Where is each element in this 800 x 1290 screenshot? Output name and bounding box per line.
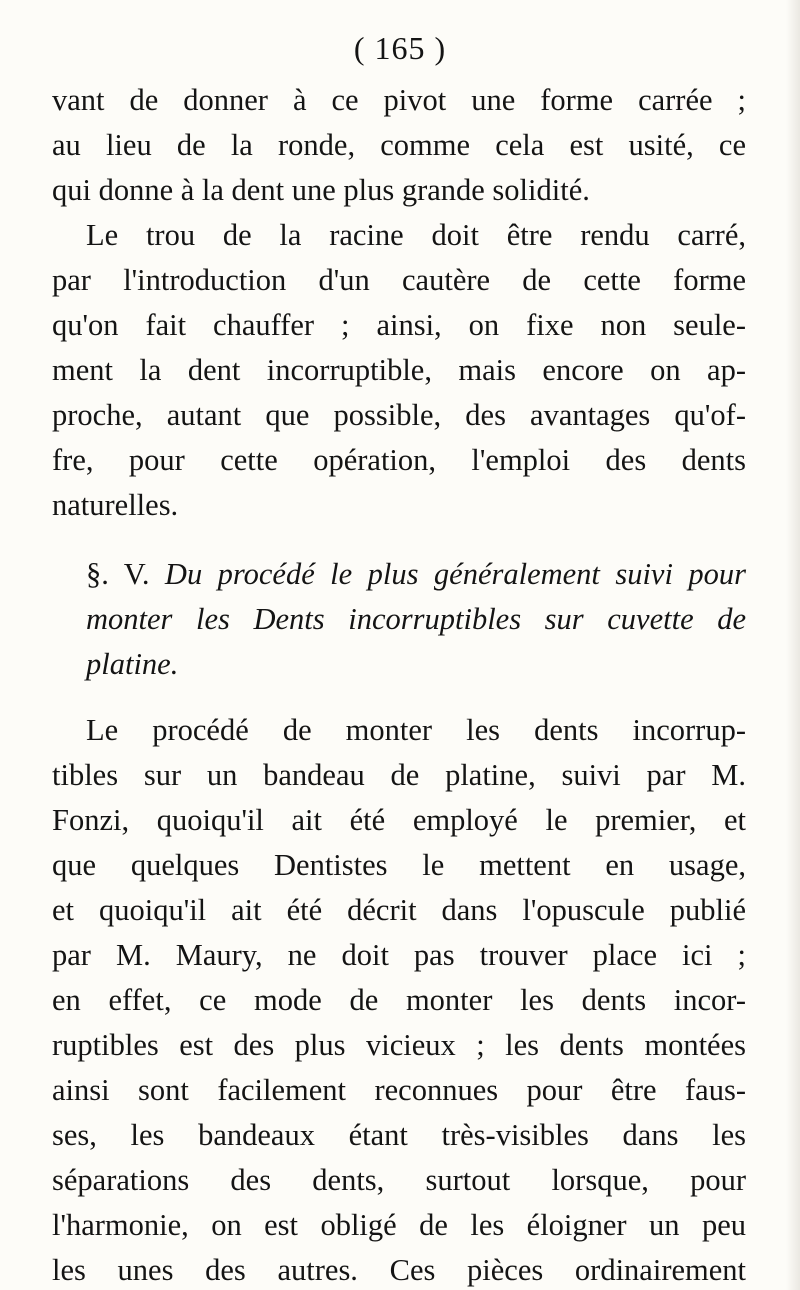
- text-line: qu'on fait chauffer ; ainsi, on fixe non seule-: [52, 308, 746, 342]
- section-heading: [52, 552, 746, 687]
- text-line: en effet, ce mode de monter les dents incor-: [52, 983, 746, 1017]
- text-line: Fonzi, quoiqu'il ait été employé le premier, et: [52, 803, 746, 837]
- text-line: et quoiqu'il ait été décrit dans l'opuscule publié: [52, 893, 746, 927]
- heading-text: Du procédé le plus généralement suivi pour: [164, 557, 746, 591]
- page-number: ( 165 ): [353, 30, 447, 66]
- text-line: ruptibles est des plus vicieux ; les dents montées: [52, 1028, 746, 1062]
- text-line: l'harmonie, on est obligé de les éloigner un peu: [52, 1208, 746, 1242]
- text-line: par M. Maury, ne doit pas trouver place ici ;: [52, 938, 746, 972]
- page-edge-shadow: [786, 0, 800, 1290]
- heading-line: monter les Dents incorruptibles sur cuvette de: [86, 602, 746, 636]
- paragraph-pivot: [52, 78, 746, 528]
- text-line: qui donne à la dent une plus grande solidité.: [52, 173, 590, 207]
- paragraph-platine: [52, 708, 746, 1290]
- text-line: séparations des dents, surtout lorsque, pour: [52, 1163, 746, 1197]
- text-line: les unes des autres. Ces pièces ordinairement: [52, 1253, 746, 1287]
- text-line: au lieu de la ronde, comme cela est usité, ce: [52, 128, 746, 162]
- text-line: ses, les bandeaux étant très-visibles dans les: [52, 1118, 746, 1152]
- text-line: Le trou de la racine doit être rendu carré,: [86, 218, 746, 252]
- text-line: que quelques Dentistes le mettent en usage,: [52, 848, 746, 882]
- text-line: fre, pour cette opération, l'emploi des dents: [52, 443, 746, 477]
- heading-line: [52, 552, 746, 597]
- text-line: tibles sur un bandeau de platine, suivi par M.: [52, 758, 746, 792]
- heading-line: platine.: [86, 647, 179, 681]
- text-line: proche, autant que possible, des avantages qu'of-: [52, 398, 746, 432]
- section-number: §. V.: [86, 557, 150, 591]
- text-line: vant de donner à ce pivot une forme carrée ;: [52, 83, 746, 117]
- text-line: ment la dent incorruptible, mais encore on ap-: [52, 353, 746, 387]
- text-line: ainsi sont facilement reconnues pour être faus-: [52, 1073, 746, 1107]
- text-line: naturelles.: [52, 488, 179, 522]
- text-line: par l'introduction d'un cautère de cette forme: [52, 263, 746, 297]
- text-line: Le procédé de monter les dents incorrup-: [86, 713, 746, 747]
